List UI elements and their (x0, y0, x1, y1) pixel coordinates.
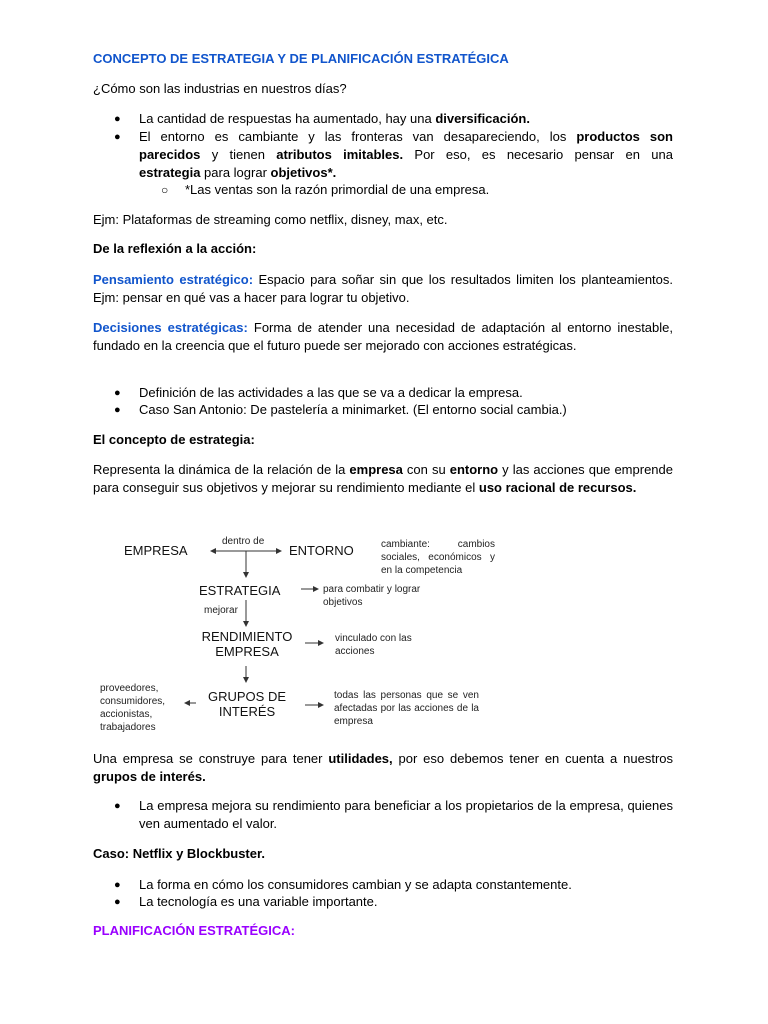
bullet-icon: ● (114, 896, 121, 908)
list-item-continuation: estrategia para lograr objetivos*. (139, 165, 337, 180)
diagram-grupos-left: proveedores, consumidores, accionistas, trabajadores (100, 683, 166, 733)
diagram-mejorar: mejorar (204, 605, 238, 616)
decisiones-paragraph: Decisiones estratégicas: Forma de atender una necesidad de adaptación al entorno inestable, fundado en la creencia que el futuro puede ser mejorado con acciones estratégicas. (93, 320, 673, 353)
document-title: CONCEPTO DE ESTRATEGIA Y DE PLANIFICACIÓN ESTRATÉGICA (93, 51, 509, 66)
diagram-entorno-note: cambiante: cambios sociales, económicos y en la competencia (381, 539, 495, 576)
bullet-icon: ● (114, 879, 121, 891)
diagram-entorno: ENTORNO (289, 543, 354, 558)
list-item: ● La empresa mejora su rendimiento para beneficiar a los propietarios de la empresa, quienes ven aumentado el valor. (114, 798, 673, 831)
list-item: ● El entorno es cambiante y las fronteras van desapareciendo, los productos son (114, 129, 673, 144)
diagram-grupos-note: todas las personas que se ven afectadas por las acciones de la empresa (334, 690, 479, 727)
pensamiento-paragraph: Pensamiento estratégico: Espacio para soñar sin que los resultados limiten los planteamientos. Ejm: pensar en qué vas a hacer para lograr tu objetivo. (93, 272, 674, 305)
diagram-estrategia: ESTRATEGIA (199, 583, 281, 598)
diagram-rendimiento: RENDIMIENTO EMPRESA (201, 629, 293, 659)
example-text: Ejm: Plataformas de streaming como netflix, disney, max, etc. (93, 212, 448, 227)
concepto-paragraph: Representa la dinámica de la relación de la empresa con su entorno y las acciones que emprende para conseguir sus objetivos y mejorar su rendimiento mediante el uso racional de recursos. (93, 462, 673, 495)
bullet-icon: ● (114, 131, 121, 143)
circle-bullet-icon: ○ (161, 183, 169, 197)
heading-concepto: El concepto de estrategia: (93, 432, 255, 447)
bullet-icon: ● (114, 800, 121, 812)
bullet-icon: ● (114, 387, 121, 399)
diagram-estrategia-note: para combatir y lograr objetivos (323, 584, 421, 608)
list-item-continuation: parecidos y tienen atributos imitables. Por eso, es necesario pensar en una (139, 147, 673, 162)
diagram-empresa: EMPRESA (124, 543, 188, 558)
list-item: ● La tecnología es una variable importante. (114, 894, 378, 909)
diagram-rendimiento-note: vinculado con las acciones (335, 633, 412, 657)
list-item: ● Definición de las actividades a las que se va a dedicar la empresa. (114, 385, 523, 400)
strategy-diagram (93, 530, 673, 733)
bullet-icon: ● (114, 113, 121, 125)
heading-caso: Caso: Netflix y Blockbuster. (93, 846, 265, 861)
sub-list-item: ○ *Las ventas son la razón primordial de una empresa. (161, 182, 490, 197)
list-item: ● La forma en cómo los consumidores cambian y se adapta constantemente. (114, 877, 572, 892)
utilidades-paragraph: Una empresa se construye para tener utilidades, por eso debemos tener en cuenta a nuestros grupos de interés. (93, 751, 674, 784)
list-item: ● Caso San Antonio: De pastelería a minimarket. (El entorno social cambia.) (114, 402, 567, 417)
question-text: ¿Cómo son las industrias en nuestros días? (93, 81, 347, 96)
bullet-icon: ● (114, 404, 121, 416)
diagram-dentro-de: dentro de (222, 536, 265, 547)
heading-reflexion: De la reflexión a la acción: (93, 241, 257, 256)
diagram-grupos: GRUPOS DE INTERÉS (207, 689, 286, 719)
heading-planificacion: PLANIFICACIÓN ESTRATÉGICA: (93, 923, 295, 938)
list-item: ● La cantidad de respuestas ha aumentado, hay una diversificación. (114, 111, 530, 126)
